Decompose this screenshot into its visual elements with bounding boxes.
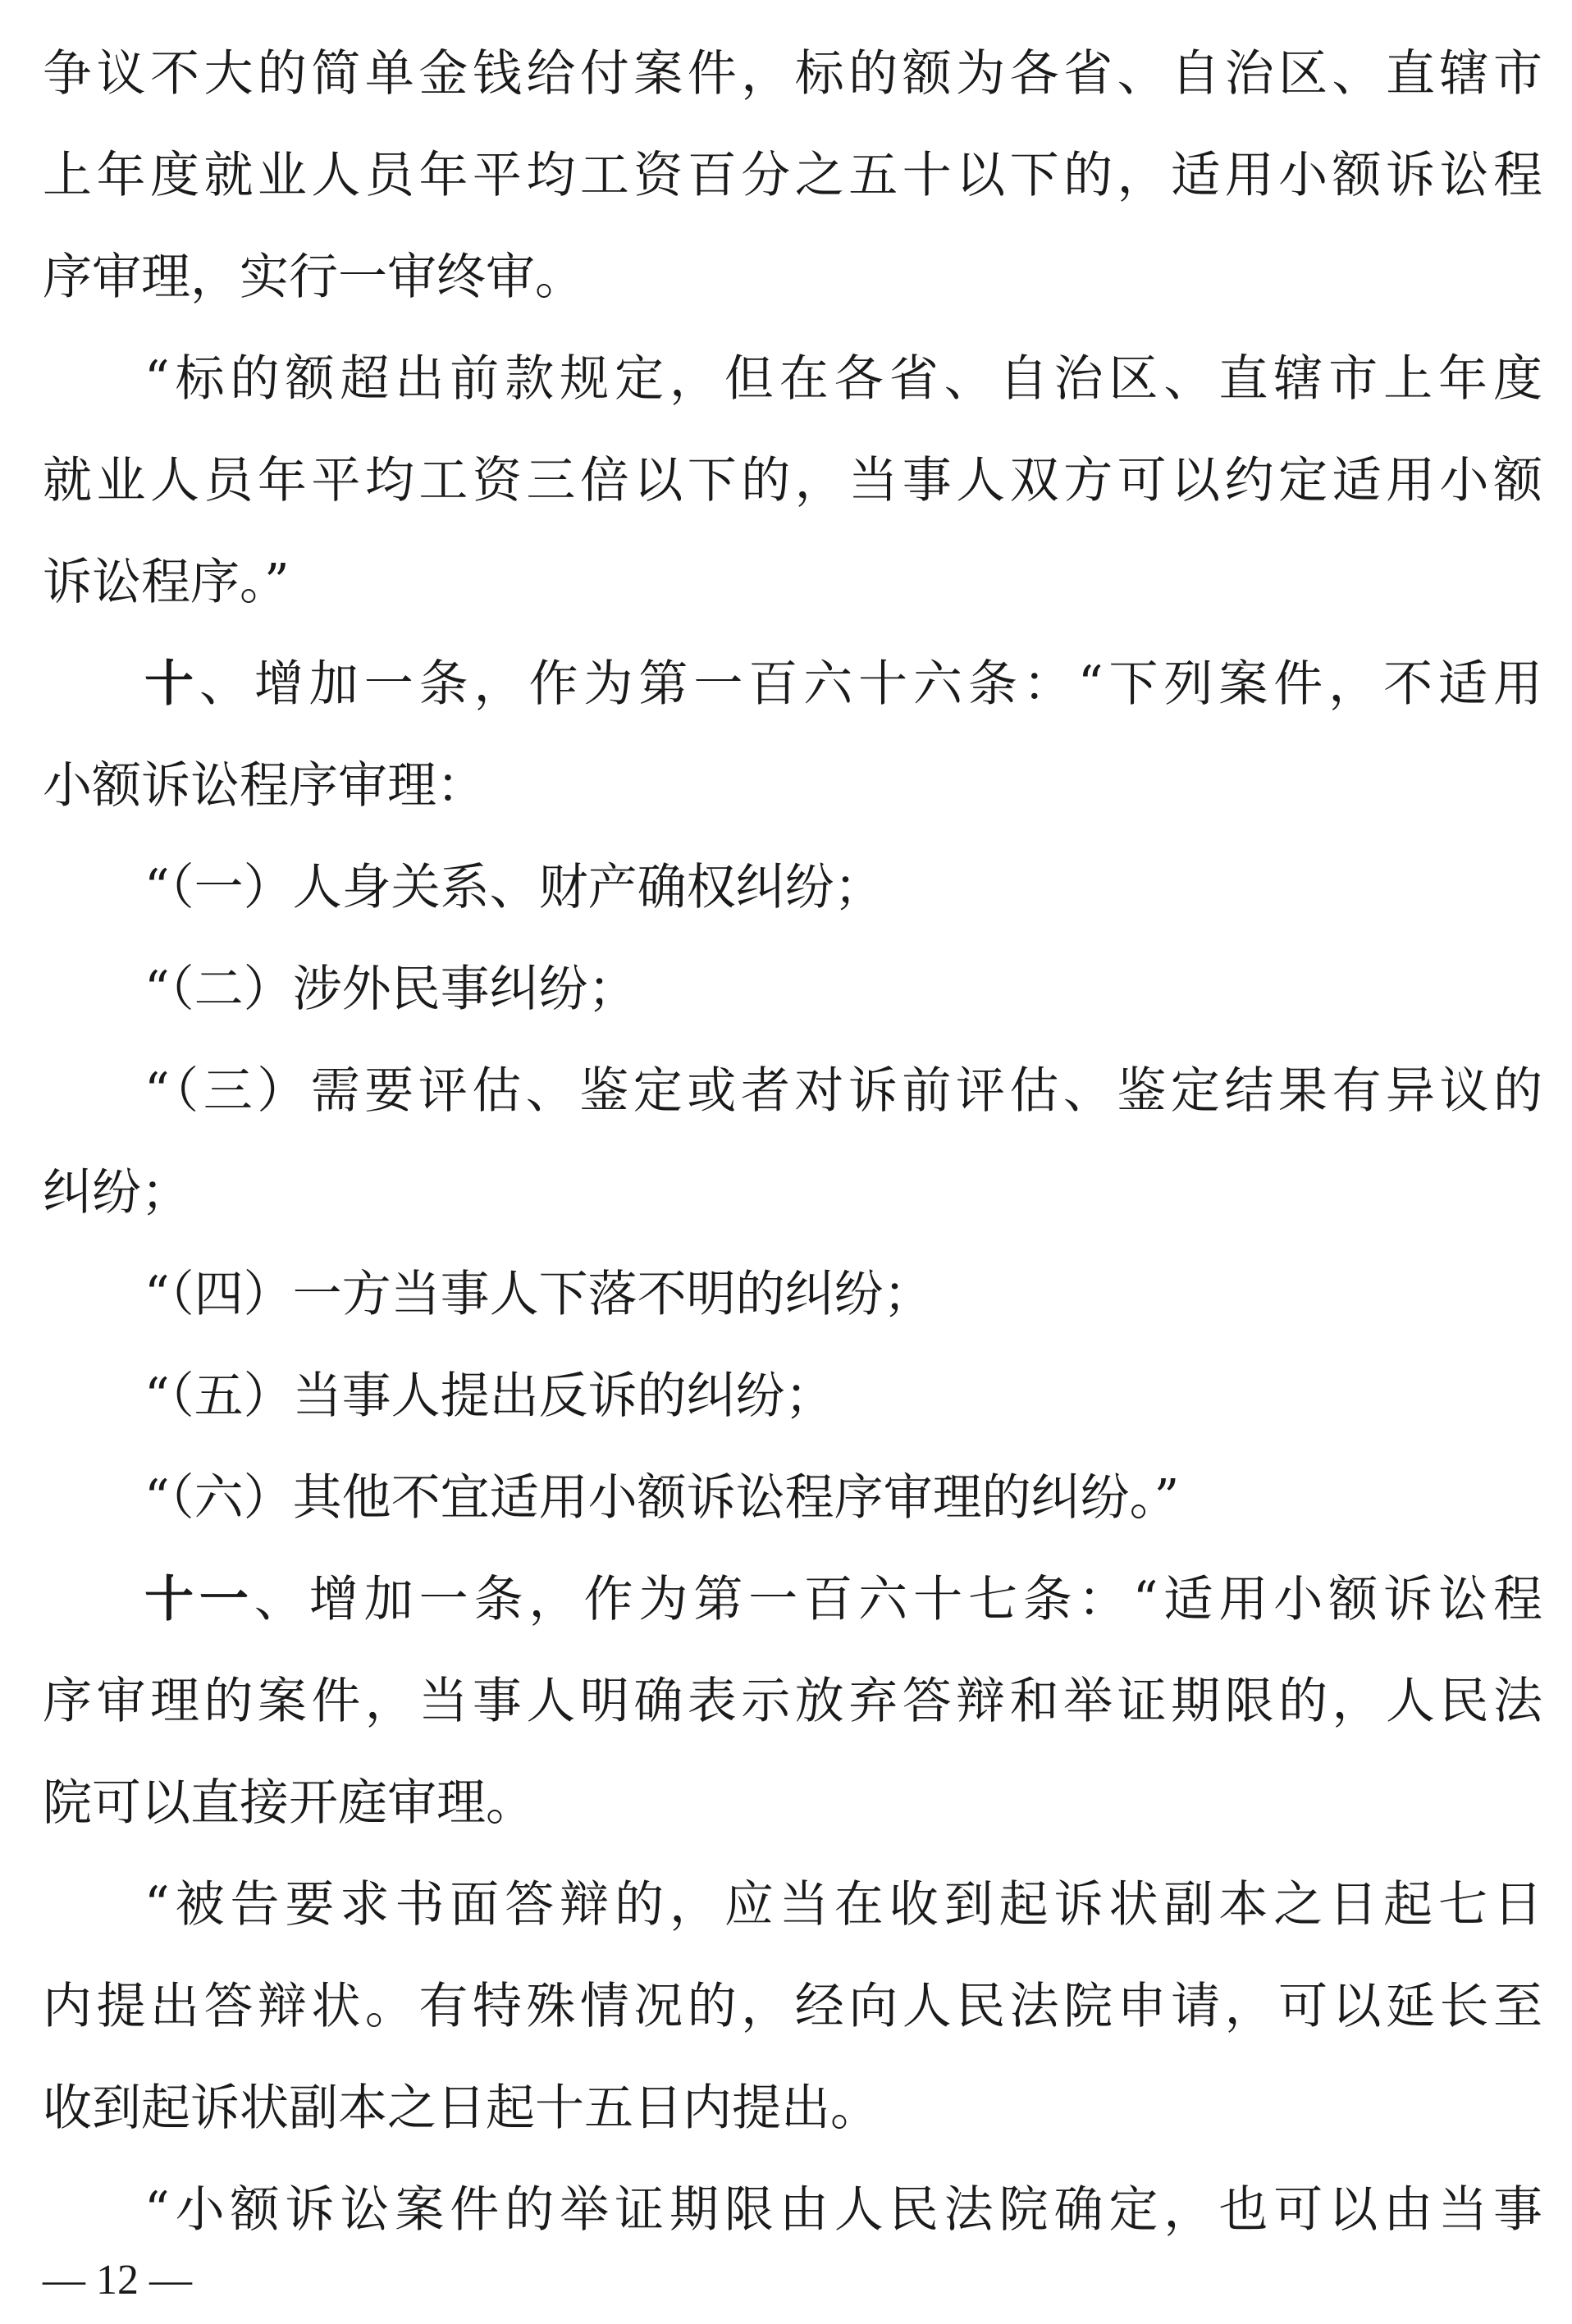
text-line: 就业人员年平均工资三倍以下的，当事人双方可以约定适用小额 — [43, 452, 1542, 509]
text-line: 院可以直接开庭审理。 — [43, 1774, 535, 1832]
list-item: “（二）涉外民事纠纷； — [144, 961, 637, 1018]
list-item: “（四）一方当事人下落不明的纠纷； — [144, 1266, 933, 1323]
paragraph-start: “标的额超出前款规定，但在各省、自治区、直辖市上年度 — [144, 350, 1542, 408]
article-ten-heading — [43, 633, 1542, 735]
article-text: 、增加一条，作为第一百六十七条：“适用小额诉讼程 — [254, 1571, 1542, 1628]
text-line: 内提出答辩状。有特殊情况的，经向人民法院申请，可以延长至 — [43, 1978, 1542, 2035]
article-number: 十 — [144, 655, 199, 713]
text-line: 纠纷； — [43, 1164, 190, 1221]
text-line: 小额诉讼程序审理： — [43, 757, 486, 815]
paragraph-start: “被告要求书面答辩的，应当在收到起诉状副本之日起七日 — [144, 1876, 1542, 1934]
article-eleven-heading — [43, 1549, 1542, 1651]
list-item: “（三）需要评估、鉴定或者对诉前评估、鉴定结果有异议的 — [144, 1062, 1542, 1120]
article-text: 、增加一条，作为第一百六十六条：“下列案件，不适用 — [199, 655, 1542, 713]
paragraph-start: “小额诉讼案件的举证期限由人民法院确定，也可以由当事 — [144, 2181, 1542, 2239]
list-item: “（五）当事人提出反诉的纠纷； — [144, 1367, 834, 1425]
text-line: 争议不大的简单金钱给付案件，标的额为各省、自治区、直辖市 — [43, 45, 1542, 103]
list-item: “（六）其他不宜适用小额诉讼程序审理的纠纷。” — [144, 1469, 1180, 1527]
text-line: 序审理，实行一审终审。 — [43, 249, 584, 306]
text-line: 诉讼程序。” — [43, 554, 290, 611]
page-number: — 12 — — [43, 2257, 192, 2303]
text-line: 收到起诉状副本之日起十五日内提出。 — [43, 2080, 880, 2137]
text-line: 序审理的案件，当事人明确表示放弃答辩和举证期限的，人民法 — [43, 1673, 1542, 1730]
text-line: 上年度就业人员年平均工资百分之五十以下的，适用小额诉讼程 — [43, 147, 1542, 204]
list-item: “（一）人身关系、财产确权纠纷； — [144, 859, 884, 916]
article-number: 十一 — [144, 1571, 254, 1628]
